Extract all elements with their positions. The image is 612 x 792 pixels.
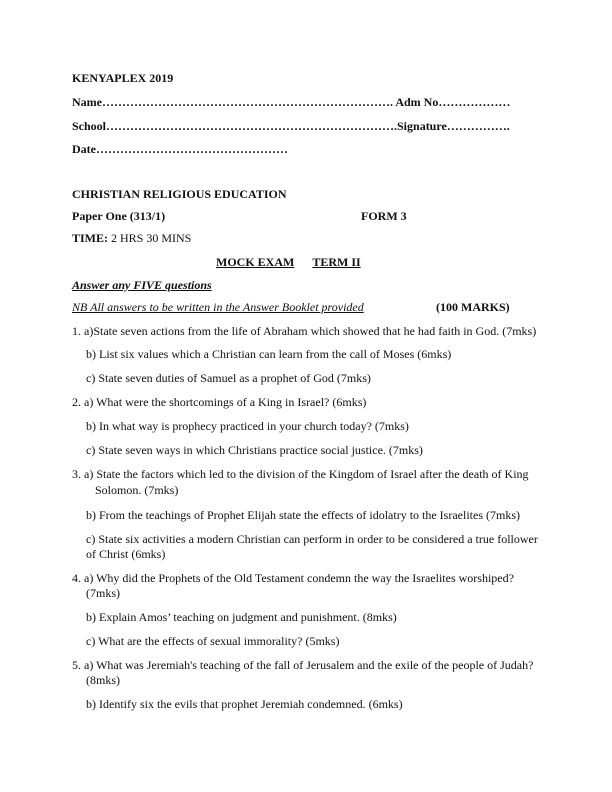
exam-time	[72, 231, 191, 245]
school-title: KENYAPLEX 2019	[72, 71, 174, 85]
question-5a: 5. a) What was Jeremiah's teaching of the fall of Jerusalem and the exile of the people of Judah?	[72, 658, 534, 672]
paper-code: Paper One (313/1)	[72, 209, 166, 223]
mock-exam: MOCK EXAM	[216, 255, 295, 269]
date-field: Date…………………………………………	[72, 142, 288, 156]
question-3c: c) State six activities a modern Christian can perform in order to be considered a true follower	[86, 532, 538, 546]
question-5b: b) Identify six the evils that prophet Jeremiah condemned. (6mks)	[86, 697, 403, 711]
question-2b: b) In what way is prophecy practiced in your church today? (7mks)	[86, 419, 409, 433]
instruction: Answer any FIVE questions	[72, 278, 212, 292]
term: TERM II	[312, 255, 361, 269]
form-level: FORM 3	[361, 209, 407, 223]
question-4b: b) Explain Amos’ teaching on judgment and punishment. (8mks)	[86, 610, 397, 624]
time-label: TIME:	[72, 231, 108, 245]
question-2c: c) State seven ways in which Christians practice social justice. (7mks)	[86, 443, 423, 457]
question-3a-continued: Solomon. (7mks)	[95, 483, 179, 497]
question-5a-continued: (8mks)	[86, 673, 120, 687]
school-field: School……………………………………………………………….Signature…………….	[72, 119, 510, 133]
question-3a: 3. a) State the factors which led to the division of the Kingdom of Israel after the death of King	[72, 467, 529, 481]
question-2a: 2. a) What were the shortcomings of a King in Israel? (6mks)	[72, 395, 367, 409]
question-4c: c) What are the effects of sexual immorality? (5mks)	[86, 634, 340, 648]
question-3c-continued: of Christ (6mks)	[86, 547, 166, 561]
question-1b: b) List six values which a Christian can learn from the call of Moses (6mks)	[86, 347, 452, 361]
question-4a-continued: (7mks)	[86, 586, 120, 600]
question-4a: 4. a) Why did the Prophets of the Old Testament condemn the way the Israelites worshiped?	[72, 571, 514, 585]
exam-heading	[216, 255, 361, 269]
question-3b: b) From the teachings of Prophet Elijah state the effects of idolatry to the Israelites (7mks)	[86, 508, 520, 522]
nb-note: NB All answers to be written in the Answer Booklet provided	[72, 300, 364, 314]
question-1c: c) State seven duties of Samuel as a prophet of God (7mks)	[86, 371, 371, 385]
total-marks: (100 MARKS)	[436, 300, 510, 314]
time-value: 2 HRS 30 MINS	[108, 231, 192, 245]
subject-title: CHRISTIAN RELIGIOUS EDUCATION	[72, 187, 287, 201]
name-field: Name………………………………………………………………. Adm No………………	[72, 95, 511, 109]
question-1a: 1. a)State seven actions from the life of Abraham which showed that he had faith in God. (7mks)	[72, 324, 537, 338]
